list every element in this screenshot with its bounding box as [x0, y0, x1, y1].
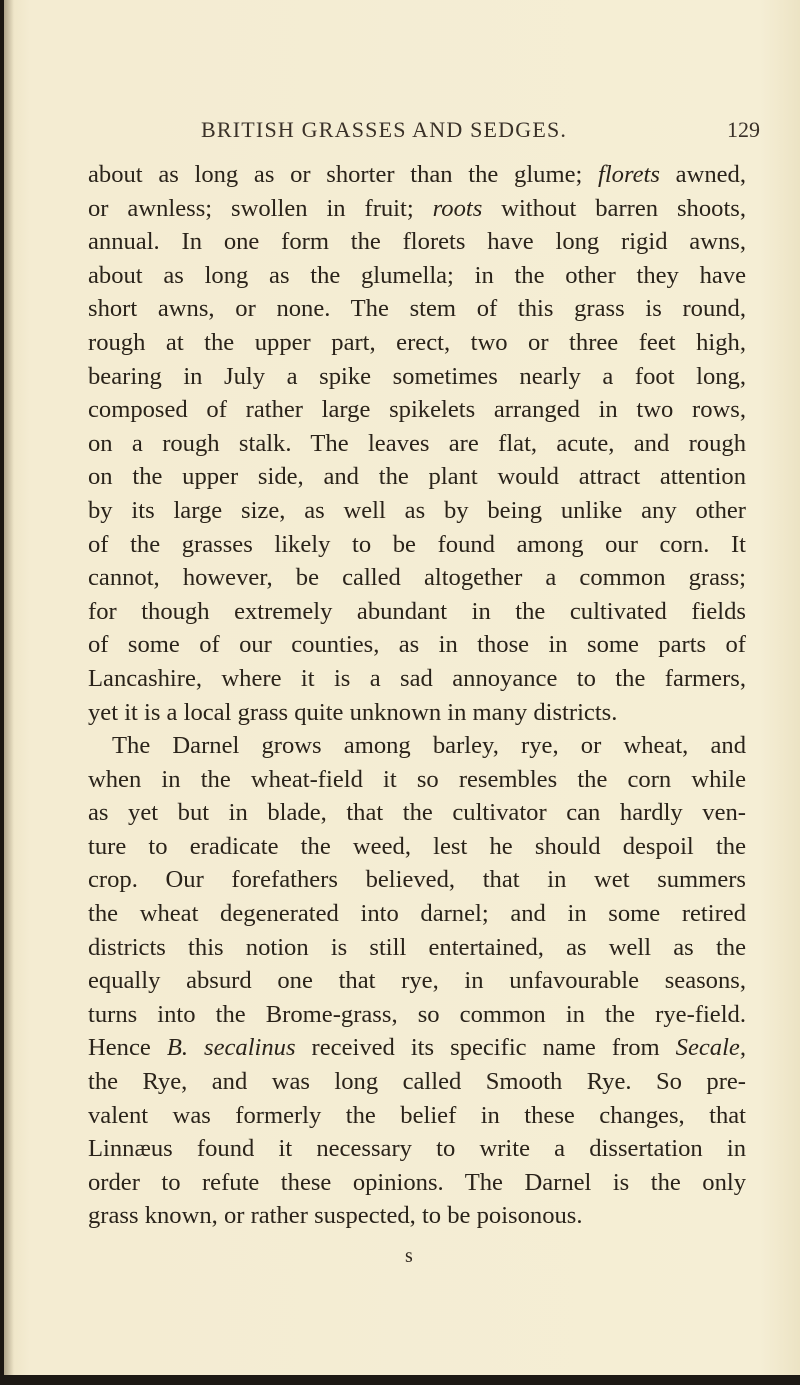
text-line [88, 1199, 746, 1233]
text-line [88, 192, 746, 226]
text-segment: Lancashire, where it is a sad annoyance to the farmers, [88, 664, 746, 692]
text-segment: about as long as the glumella; in the other they have [88, 261, 746, 289]
running-title: BRITISH GRASSES AND SEDGES. [201, 117, 568, 142]
text-segment: of the grasses likely to be found among our corn. It [88, 530, 746, 558]
text-line [88, 326, 746, 360]
text-line [88, 830, 746, 864]
text-segment: bearing in July a spike sometimes nearly a foot long, [88, 362, 746, 390]
text-line [88, 460, 746, 494]
text-segment: cannot, however, be called altogether a common grass; [88, 564, 746, 592]
text-line [88, 696, 746, 730]
text-segment: when in the wheat-field it so resembles the corn while [88, 765, 746, 793]
text-segment: awned, [659, 161, 746, 188]
text-segment: ture to eradicate the weed, lest he should despoil the [88, 832, 746, 860]
text-segment: by its large size, as well as by being unlike any other [88, 496, 746, 524]
text-line [88, 763, 746, 797]
text-segment: rough at the upper part, erect, two or three feet high, [88, 328, 746, 356]
text-segment: of some of our counties, as in those in some parts of [88, 631, 746, 659]
text-line [88, 360, 746, 394]
page-bottom-edge [0, 1375, 800, 1385]
page-header [0, 117, 800, 147]
italic-term: Secale, [675, 1034, 746, 1062]
text-line [88, 427, 746, 461]
text-line [88, 662, 746, 696]
text-line [88, 393, 746, 427]
signature-mark: s [405, 1245, 413, 1267]
italic-term: B. secalinus [166, 1034, 296, 1062]
text-line [88, 494, 746, 528]
text-segment: on a rough stalk. The leaves are flat, acute, and rough [88, 429, 746, 457]
text-segment: yet it is a local grass quite unknown in many districts. [88, 698, 618, 726]
text-segment: districts this notion is still entertained, as well as the [88, 933, 746, 961]
page-number: 129 [727, 117, 760, 142]
text-segment: The Darnel grows among barley, rye, or wheat, and [112, 732, 746, 760]
text-line [88, 1065, 746, 1099]
text-line [88, 259, 746, 293]
text-segment: valent was formerly the belief in these changes, that [88, 1101, 746, 1129]
text-line [88, 1166, 746, 1200]
text-segment: composed of rather large spikelets arranged in two rows, [88, 396, 746, 424]
text-line [88, 998, 746, 1032]
text-line [88, 1031, 746, 1065]
text-line [88, 595, 746, 629]
text-line [88, 931, 746, 965]
text-line [88, 628, 746, 662]
text-line [88, 225, 746, 259]
text-segment: crop. Our forefathers believed, that in wet summers [88, 866, 746, 894]
text-segment: received its specific name from [295, 1034, 676, 1062]
text-segment: or awnless; swollen in fruit; [88, 194, 433, 222]
text-segment: about as long as or shorter than the glume; [88, 161, 599, 188]
text-line [88, 729, 746, 763]
text-line [88, 1099, 746, 1133]
text-segment: Linnæus found it necessary to write a dissertation in [88, 1135, 746, 1163]
italic-term: florets [598, 161, 660, 188]
body-text [88, 158, 746, 1233]
text-segment: the wheat degenerated into darnel; and in some retired [88, 900, 746, 928]
text-line [88, 796, 746, 830]
text-segment: grass known, or rather suspected, to be poisonous. [88, 1202, 583, 1230]
text-segment: as yet but in blade, that the cultivator can hardly ven- [88, 799, 746, 827]
text-segment: Hence [88, 1034, 167, 1062]
text-segment: on the upper side, and the plant would attract attention [88, 463, 746, 491]
text-segment: for though extremely abundant in the cultivated fields [88, 597, 746, 625]
text-segment: annual. In one form the florets have long rigid awns, [88, 228, 746, 256]
text-segment: turns into the Brome-grass, so common in the rye-field. [88, 1000, 746, 1028]
text-line [88, 292, 746, 326]
italic-term: roots [432, 194, 483, 222]
text-line [88, 863, 746, 897]
text-line [88, 1132, 746, 1166]
text-line [88, 528, 746, 562]
text-segment: order to refute these opinions. The Darnel is the only [88, 1168, 746, 1196]
text-segment: equally absurd one that rye, in unfavourable seasons, [88, 967, 746, 995]
text-line [88, 897, 746, 931]
page-gutter-shadow [4, 0, 14, 1385]
text-segment: short awns, or none. The stem of this grass is round, [88, 295, 746, 323]
text-line [88, 158, 746, 192]
text-segment: the Rye, and was long called Smooth Rye. So pre- [88, 1068, 746, 1096]
text-segment: without barren shoots, [482, 194, 746, 222]
text-line [88, 561, 746, 595]
text-line [88, 964, 746, 998]
